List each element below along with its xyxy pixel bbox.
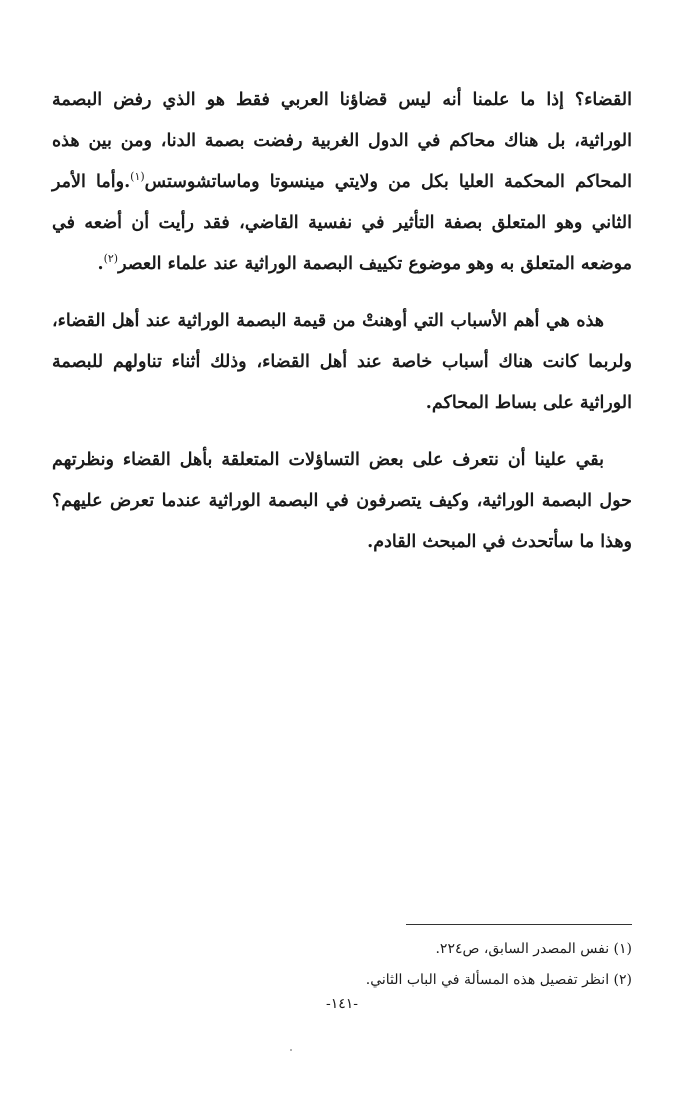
scan-speck — [290, 1049, 292, 1051]
footnote-ref-2: (٢) — [103, 252, 119, 266]
footnote-2: (٢) انظر تفصيل هذه المسألة في الباب الثاني. — [365, 972, 632, 988]
main-text — [52, 80, 632, 579]
paragraph-3: بقي علينا أن نتعرف على بعض التساؤلات المتعلقة بأهل القضاء ونظرتهم حول البصمة الوراثية، وكيف يتصرفون في البصمة الوراثية عندما تعرض عليهم؟ وهذا ما سأتحدث في المبحث القادم. — [52, 450, 632, 552]
paragraph-1-part-3: . — [97, 254, 104, 274]
footnote-ref-1: (١) — [130, 170, 145, 184]
paragraph-1 — [52, 80, 632, 285]
footnote-divider — [406, 924, 632, 925]
paragraph-2: هذه هي أهم الأسباب التي أوهنتْ من قيمة البصمة الوراثية عند أهل القضاء، ولربما كانت هناك أسباب خاصة عند أهل القضاء، وذلك أثناء تناولهم للبصمة الوراثية على بساط المحاكم. — [52, 311, 632, 413]
page-number: -١٤١- — [325, 996, 359, 1012]
paragraph-1-part-2: .وأما الأمر الثاني وهو المتعلق بصفة التأثير في نفسية القاضي، فقد رأيت أن أضعه في موضعه المتعلق به وهو موضوع تكييف البصمة الوراثية عند علماء العصر — [52, 172, 632, 274]
footnotes — [52, 934, 632, 996]
footnote-1: (١) نفس المصدر السابق، ص٢٢٤. — [435, 941, 632, 957]
paragraph-1-part-1: القضاء؟ إذا ما علمنا أنه ليس قضاؤنا العربي فقط هو الذي رفض البصمة الوراثية، بل هناك محاكم في الدول الغربية رفضت بصمة الدنا، ومن بين هذه المحاكم المحكمة العليا بكل من ولايتي مينسوتا وماساتشوستس — [52, 90, 632, 192]
